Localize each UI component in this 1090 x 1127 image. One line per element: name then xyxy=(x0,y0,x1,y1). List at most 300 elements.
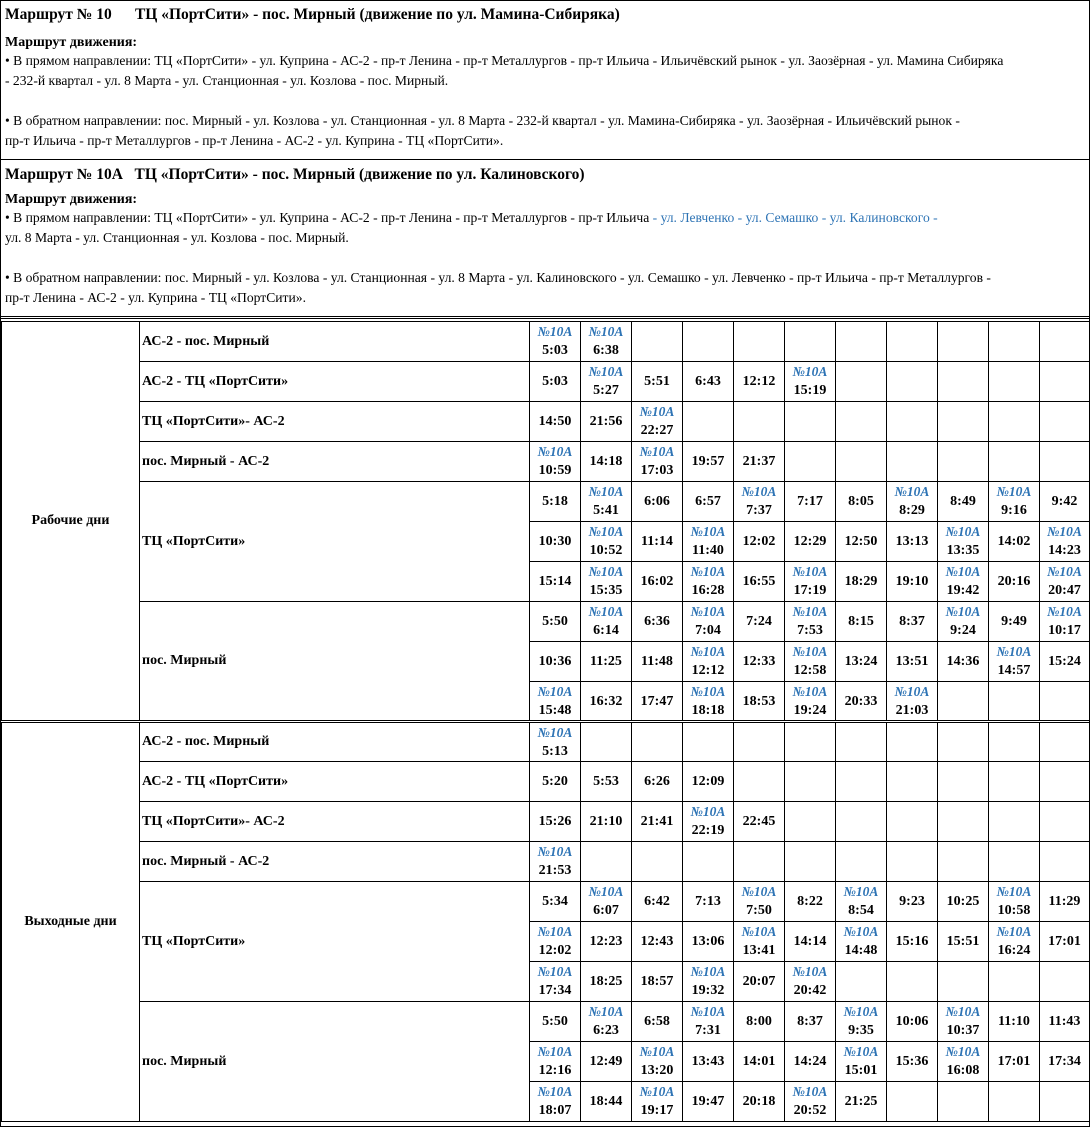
route-10a-tag: №10А xyxy=(639,444,675,459)
departure-time: 11:14 xyxy=(641,534,673,549)
departure-time-cell xyxy=(632,802,683,842)
departure-time-cell xyxy=(887,642,938,682)
departure-time-cell xyxy=(632,842,683,882)
departure-time-cell xyxy=(785,882,836,922)
route-10a-tag: №10А xyxy=(588,324,624,339)
departure-time-cell xyxy=(938,1002,989,1042)
departure-time-cell xyxy=(581,362,632,402)
departure-time-cell xyxy=(581,722,632,762)
direction-label: ТЦ «ПортСити» xyxy=(140,482,530,602)
departure-time-cell xyxy=(989,362,1040,402)
departure-time-cell xyxy=(836,842,887,882)
departure-time-cell xyxy=(785,442,836,482)
departure-time-cell xyxy=(938,682,989,722)
route-10a-tag: №10А xyxy=(945,604,981,619)
departure-time: 16:32 xyxy=(589,693,623,709)
direction-label: ТЦ «ПортСити»- АС-2 xyxy=(140,402,530,442)
departure-time: 13:41 xyxy=(742,943,776,958)
route-10a-tag: №10А xyxy=(537,1044,573,1059)
departure-time-cell xyxy=(1040,682,1090,722)
departure-time-cell xyxy=(938,562,989,602)
route-text: • В прямом направлении: ТЦ «ПортСити» - ул. Куприна - АС-2 - пр-т Ленина - пр-т Металлургов - пр-т Ильича xyxy=(5,210,653,225)
departure-time-cell xyxy=(734,362,785,402)
departure-time-cell xyxy=(683,562,734,602)
departure-time: 14:50 xyxy=(538,414,572,429)
departure-time-cell xyxy=(632,322,683,362)
route-line xyxy=(5,111,1085,131)
departure-time-cell xyxy=(989,562,1040,602)
departure-time: 8:37 xyxy=(797,1014,823,1029)
departure-time: 16:02 xyxy=(640,574,674,589)
route-10a-tag: №10А xyxy=(843,924,879,939)
departure-time-cell xyxy=(989,1042,1040,1082)
departure-time: 11:25 xyxy=(590,654,622,669)
table-row xyxy=(2,362,1090,402)
departure-time-cell xyxy=(989,322,1040,362)
departure-time-cell xyxy=(581,642,632,682)
departure-time-cell xyxy=(1040,482,1090,522)
departure-time: 11:43 xyxy=(1048,1014,1081,1029)
route-10a-tag: №10А xyxy=(537,1084,573,1099)
departure-time-cell xyxy=(836,602,887,642)
departure-time-cell xyxy=(530,402,581,442)
departure-time: 12:29 xyxy=(793,534,827,549)
departure-time: 20:52 xyxy=(793,1103,827,1118)
departure-time: 7:53 xyxy=(797,623,823,638)
route-line xyxy=(5,51,1085,71)
departure-time-cell xyxy=(734,1002,785,1042)
route-10a-tag: №10А xyxy=(690,683,726,699)
departure-time-cell xyxy=(887,882,938,922)
departure-time: 12:12 xyxy=(742,374,776,389)
departure-time: 19:10 xyxy=(895,574,929,589)
schedule-table xyxy=(1,321,1090,1122)
departure-time-cell xyxy=(938,402,989,442)
departure-time: 5:41 xyxy=(593,503,619,518)
direction-label: пос. Мирный xyxy=(140,1002,530,1122)
departure-time-cell xyxy=(530,482,581,522)
departure-time: 6:43 xyxy=(695,374,721,389)
departure-time-cell xyxy=(683,1002,734,1042)
departure-time: 6:06 xyxy=(644,494,670,509)
departure-time: 14:02 xyxy=(997,534,1031,549)
direction-label: АС-2 - ТЦ «ПортСити» xyxy=(140,762,530,802)
table-row xyxy=(2,442,1090,482)
table-row xyxy=(2,482,1090,522)
departure-time: 16:08 xyxy=(946,1063,980,1078)
departure-time-cell xyxy=(530,442,581,482)
departure-time-cell xyxy=(632,642,683,682)
departure-time: 9:16 xyxy=(1001,503,1027,518)
route-10a-tag: №10А xyxy=(945,524,981,539)
route-10a-tag: №10А xyxy=(792,564,828,579)
departure-time: 10:37 xyxy=(946,1023,980,1038)
departure-time: 14:36 xyxy=(946,654,980,669)
departure-time: 6:36 xyxy=(644,614,670,629)
departure-time: 7:04 xyxy=(695,623,721,638)
departure-time-cell xyxy=(836,362,887,402)
departure-time: 18:53 xyxy=(742,693,776,709)
route-line xyxy=(5,208,1085,228)
departure-time-cell xyxy=(785,762,836,802)
departure-time-cell xyxy=(989,762,1040,802)
departure-time: 14:48 xyxy=(844,943,878,958)
departure-time-cell xyxy=(734,482,785,522)
departure-time-cell xyxy=(683,362,734,402)
departure-time-cell xyxy=(938,1082,989,1122)
route-10a-tag: №10А xyxy=(1047,564,1082,579)
departure-time: 5:53 xyxy=(593,774,619,789)
departure-time: 6:26 xyxy=(644,774,670,789)
departure-time: 15:26 xyxy=(538,814,572,829)
departure-time-cell xyxy=(938,842,989,882)
departure-time-cell xyxy=(581,962,632,1002)
departure-time-cell xyxy=(989,642,1040,682)
departure-time-cell xyxy=(734,802,785,842)
departure-time: 11:40 xyxy=(692,543,724,558)
departure-time: 21:03 xyxy=(895,702,929,718)
route-10a-tag: №10А xyxy=(945,1004,981,1019)
departure-time-cell xyxy=(530,802,581,842)
departure-time-cell xyxy=(734,642,785,682)
departure-time-cell xyxy=(683,522,734,562)
departure-time-cell xyxy=(683,922,734,962)
departure-time-cell xyxy=(632,602,683,642)
departure-time-cell xyxy=(887,1002,938,1042)
departure-time: 7:13 xyxy=(695,894,721,909)
departure-time: 11:10 xyxy=(998,1014,1030,1029)
departure-time: 13:06 xyxy=(691,934,725,949)
departure-time: 12:02 xyxy=(742,534,776,549)
direction-label: ТЦ «ПортСити»- АС-2 xyxy=(140,802,530,842)
route-10a-tag: №10А xyxy=(792,604,828,619)
departure-time-cell xyxy=(581,882,632,922)
departure-time: 5:50 xyxy=(542,1014,568,1029)
departure-time-cell xyxy=(734,562,785,602)
route-10a-tag: №10А xyxy=(639,404,675,419)
direction-label: АС-2 - пос. Мирный xyxy=(140,322,530,362)
day-type-label: Рабочие дни xyxy=(2,322,140,722)
route-10a-tag: №10А xyxy=(537,683,573,699)
departure-time-cell xyxy=(683,962,734,1002)
departure-time: 12:12 xyxy=(691,663,725,678)
route-section xyxy=(1,161,1089,319)
departure-time-cell xyxy=(683,802,734,842)
departure-time: 9:49 xyxy=(1001,614,1027,629)
departure-time-cell xyxy=(887,362,938,402)
departure-time: 21:25 xyxy=(844,1094,878,1109)
departure-time-cell xyxy=(530,1002,581,1042)
departure-time: 10:58 xyxy=(997,903,1031,918)
departure-time-cell xyxy=(1040,762,1090,802)
route-10a-tag: №10А xyxy=(639,1044,675,1059)
departure-time-cell xyxy=(989,802,1040,842)
departure-time-cell xyxy=(785,402,836,442)
departure-time: 12:02 xyxy=(538,943,572,958)
departure-time-cell xyxy=(1040,1002,1090,1042)
route-10a-tag: №10А xyxy=(690,804,726,819)
direction-label: АС-2 - ТЦ «ПортСити» xyxy=(140,362,530,402)
route-10a-tag: №10А xyxy=(588,524,624,539)
departure-time: 13:35 xyxy=(946,543,980,558)
table-row xyxy=(2,322,1090,362)
departure-time-cell xyxy=(530,722,581,762)
departure-time-cell xyxy=(530,962,581,1002)
direction-label: пос. Мирный - АС-2 xyxy=(140,842,530,882)
departure-time-cell xyxy=(836,722,887,762)
departure-time-cell xyxy=(530,882,581,922)
route-text: • В обратном направлении: пос. Мирный - ул. Козлова - ул. Станционная - ул. 8 Марта - ул. Калиновского - ул. Семашко - ул. Левченко - пр-т Ильича - пр-т Металлургов - xyxy=(5,270,991,285)
departure-time: 10:30 xyxy=(538,534,572,549)
route-text: • В обратном направлении: пос. Мирный - ул. Козлова - ул. Станционная - ул. 8 Марта - 232-й квартал - ул. Мамина-Сибиряка - ул. Заозёрная - Ильичёвский рынок - xyxy=(5,113,960,128)
route-text: • В прямом направлении: ТЦ «ПортСити» - ул. Куприна - АС-2 - пр-т Ленина - пр-т Металлургов - пр-т Ильича - Ильичёвский рынок - ул. Заозёрная - ул. Мамина Сибиряка xyxy=(5,53,1004,68)
departure-time-cell xyxy=(683,442,734,482)
departure-time-cell xyxy=(887,682,938,722)
departure-time: 12:58 xyxy=(793,663,827,678)
departure-time: 15:48 xyxy=(538,702,572,718)
departure-time-cell xyxy=(632,1042,683,1082)
departure-time-cell xyxy=(836,1082,887,1122)
departure-time-cell xyxy=(938,602,989,642)
departure-time-cell xyxy=(683,682,734,722)
route-10a-tag: №10А xyxy=(690,524,726,539)
route-10a-tag: №10А xyxy=(639,1084,675,1099)
departure-time: 6:14 xyxy=(593,623,619,638)
departure-time-cell xyxy=(581,682,632,722)
departure-time-cell xyxy=(785,682,836,722)
departure-time-cell xyxy=(938,642,989,682)
departure-time-cell xyxy=(530,1042,581,1082)
departure-time: 14:14 xyxy=(793,934,827,949)
route-text: пр-т Ильича - пр-т Металлургов - пр-т Ленина - АС-2 - ул. Куприна - ТЦ «ПортСити». xyxy=(5,133,504,148)
route-line xyxy=(5,288,1085,308)
route-10a-tag: №10А xyxy=(537,724,573,740)
departure-time-cell xyxy=(734,682,785,722)
route-10a-tag: №10А xyxy=(537,444,573,459)
departure-time: 13:24 xyxy=(844,654,878,669)
departure-time-cell xyxy=(632,482,683,522)
departure-time-cell xyxy=(581,482,632,522)
departure-time-cell xyxy=(989,442,1040,482)
departure-time-cell xyxy=(887,482,938,522)
departure-time-cell xyxy=(1040,962,1090,1002)
departure-time: 19:47 xyxy=(691,1094,725,1109)
departure-time: 10:59 xyxy=(538,463,572,478)
departure-time-cell xyxy=(989,482,1040,522)
departure-time: 17:47 xyxy=(640,693,674,709)
departure-time: 20:16 xyxy=(997,574,1031,589)
departure-time-cell xyxy=(785,522,836,562)
table-row xyxy=(2,842,1090,882)
departure-time-cell xyxy=(581,762,632,802)
departure-time: 10:25 xyxy=(946,894,980,909)
departure-time-cell xyxy=(530,922,581,962)
route-10a-tag: №10А xyxy=(741,484,777,499)
departure-time: 5:18 xyxy=(542,494,568,509)
departure-time-cell xyxy=(632,682,683,722)
departure-time-cell xyxy=(938,762,989,802)
departure-time: 15:36 xyxy=(895,1054,929,1069)
departure-time: 6:42 xyxy=(644,894,670,909)
departure-time: 15:01 xyxy=(844,1063,878,1078)
departure-time-cell xyxy=(632,762,683,802)
departure-time-cell xyxy=(632,522,683,562)
departure-time-cell xyxy=(785,962,836,1002)
departure-time: 14:57 xyxy=(997,663,1031,678)
departure-time-cell xyxy=(581,922,632,962)
departure-time-cell xyxy=(734,322,785,362)
departure-time-cell xyxy=(632,562,683,602)
departure-time-cell xyxy=(785,482,836,522)
departure-time-cell xyxy=(836,522,887,562)
departure-time: 16:24 xyxy=(997,943,1031,958)
departure-time-cell xyxy=(632,402,683,442)
departure-time-cell xyxy=(683,722,734,762)
route-10a-tag: №10А xyxy=(588,564,624,579)
departure-time-cell xyxy=(989,842,1040,882)
departure-time-cell xyxy=(836,962,887,1002)
departure-time: 18:07 xyxy=(538,1103,572,1118)
departure-time-cell xyxy=(632,922,683,962)
departure-time-cell xyxy=(683,1082,734,1122)
route-text: ул. 8 Марта - ул. Станционная - ул. Козлова - пос. Мирный. xyxy=(5,230,349,245)
departure-time-cell xyxy=(887,402,938,442)
table-row xyxy=(2,402,1090,442)
route-10a-tag: №10А xyxy=(996,924,1032,939)
route-10a-tag: №10А xyxy=(741,924,777,939)
departure-time-cell xyxy=(785,1002,836,1042)
departure-time: 6:57 xyxy=(695,494,721,509)
departure-time-cell xyxy=(632,1002,683,1042)
departure-time-cell xyxy=(734,442,785,482)
departure-time-cell xyxy=(683,882,734,922)
departure-time-cell xyxy=(938,882,989,922)
departure-time-cell xyxy=(530,642,581,682)
route-title: Маршрут № 10А ТЦ «ПортСити» - пос. Мирный (движение по ул. Калиновского) xyxy=(5,166,585,183)
departure-time: 7:24 xyxy=(746,614,772,629)
departure-time-cell xyxy=(887,1042,938,1082)
departure-time-cell xyxy=(632,722,683,762)
departure-time: 10:06 xyxy=(895,1014,929,1029)
departure-time-cell xyxy=(785,602,836,642)
departure-time: 12:16 xyxy=(538,1063,572,1078)
departure-time: 15:16 xyxy=(895,934,929,949)
departure-time-cell xyxy=(785,802,836,842)
route-text: пр-т Ленина - АС-2 - ул. Куприна - ТЦ «ПортСити». xyxy=(5,290,306,305)
departure-time-cell xyxy=(1040,642,1090,682)
departure-time-cell xyxy=(683,322,734,362)
departure-time: 21:56 xyxy=(589,414,623,429)
departure-time-cell xyxy=(938,322,989,362)
route-10a-tag: №10А xyxy=(843,1044,879,1059)
route-10a-tag: №10А xyxy=(945,564,981,579)
departure-time-cell xyxy=(734,762,785,802)
departure-time: 17:01 xyxy=(997,1054,1031,1069)
departure-time: 14:18 xyxy=(589,454,623,469)
departure-time-cell xyxy=(836,322,887,362)
departure-time: 19:17 xyxy=(640,1103,674,1118)
departure-time: 15:19 xyxy=(793,383,827,398)
departure-time-cell xyxy=(632,442,683,482)
departure-time: 8:22 xyxy=(797,894,823,909)
departure-time: 19:42 xyxy=(946,583,980,598)
departure-time: 15:35 xyxy=(589,583,623,598)
route-10a-tag: №10А xyxy=(588,884,624,899)
departure-time: 8:15 xyxy=(848,614,874,629)
departure-time: 14:24 xyxy=(793,1054,827,1069)
departure-time: 7:17 xyxy=(797,494,823,509)
departure-time: 9:23 xyxy=(899,894,925,909)
departure-time-cell xyxy=(530,1082,581,1122)
departure-time-cell xyxy=(581,1042,632,1082)
departure-time-cell xyxy=(1040,882,1090,922)
departure-time-cell xyxy=(989,962,1040,1002)
departure-time-cell xyxy=(734,402,785,442)
departure-time-cell xyxy=(683,842,734,882)
departure-time: 21:37 xyxy=(742,454,776,469)
departure-time-cell xyxy=(530,762,581,802)
route-line xyxy=(5,71,1085,91)
departure-time-cell xyxy=(581,1082,632,1122)
route-subtitle: Маршрут движения: xyxy=(5,192,138,207)
departure-time: 22:19 xyxy=(691,823,725,838)
route-variant-segment: - ул. Левченко - ул. Семашко - ул. Калиновского - xyxy=(652,210,938,225)
route-10a-tag: №10А xyxy=(690,644,726,659)
departure-time-cell xyxy=(581,322,632,362)
departure-time-cell xyxy=(836,1042,887,1082)
route-10a-tag: №10А xyxy=(588,1004,624,1019)
departure-time: 21:10 xyxy=(589,814,623,829)
departure-time-cell xyxy=(836,802,887,842)
departure-time: 12:33 xyxy=(742,654,776,669)
departure-time: 20:18 xyxy=(742,1094,776,1109)
departure-time-cell xyxy=(1040,722,1090,762)
departure-time-cell xyxy=(581,1002,632,1042)
departure-time: 15:24 xyxy=(1048,654,1081,669)
departure-time-cell xyxy=(1040,1082,1090,1122)
departure-time-cell xyxy=(887,962,938,1002)
departure-time: 17:34 xyxy=(1048,1054,1081,1069)
route-10a-tag: №10А xyxy=(894,484,930,499)
departure-time: 6:07 xyxy=(593,903,619,918)
departure-time-cell xyxy=(1040,362,1090,402)
departure-time: 18:18 xyxy=(691,702,725,718)
departure-time-cell xyxy=(836,922,887,962)
departure-time-cell xyxy=(581,802,632,842)
departure-time: 17:03 xyxy=(640,463,674,478)
departure-time: 8:54 xyxy=(848,903,874,918)
departure-time: 15:51 xyxy=(946,934,980,949)
departure-time-cell xyxy=(785,322,836,362)
departure-time: 13:43 xyxy=(691,1054,725,1069)
departure-time: 19:57 xyxy=(691,454,725,469)
departure-time: 8:00 xyxy=(746,1014,772,1029)
route-line xyxy=(5,131,1085,151)
route-10a-tag: №10А xyxy=(1047,524,1082,539)
departure-time-cell xyxy=(683,602,734,642)
departure-time: 20:07 xyxy=(742,974,776,989)
departure-time-cell xyxy=(734,722,785,762)
departure-time: 12:43 xyxy=(640,934,674,949)
route-10a-tag: №10А xyxy=(588,484,624,499)
departure-time-cell xyxy=(887,922,938,962)
departure-time-cell xyxy=(683,1042,734,1082)
departure-time: 21:53 xyxy=(538,863,572,878)
departure-time-cell xyxy=(785,1082,836,1122)
route-10a-tag: №10А xyxy=(843,884,879,899)
departure-time-cell xyxy=(836,1002,887,1042)
direction-label: пос. Мирный - АС-2 xyxy=(140,442,530,482)
